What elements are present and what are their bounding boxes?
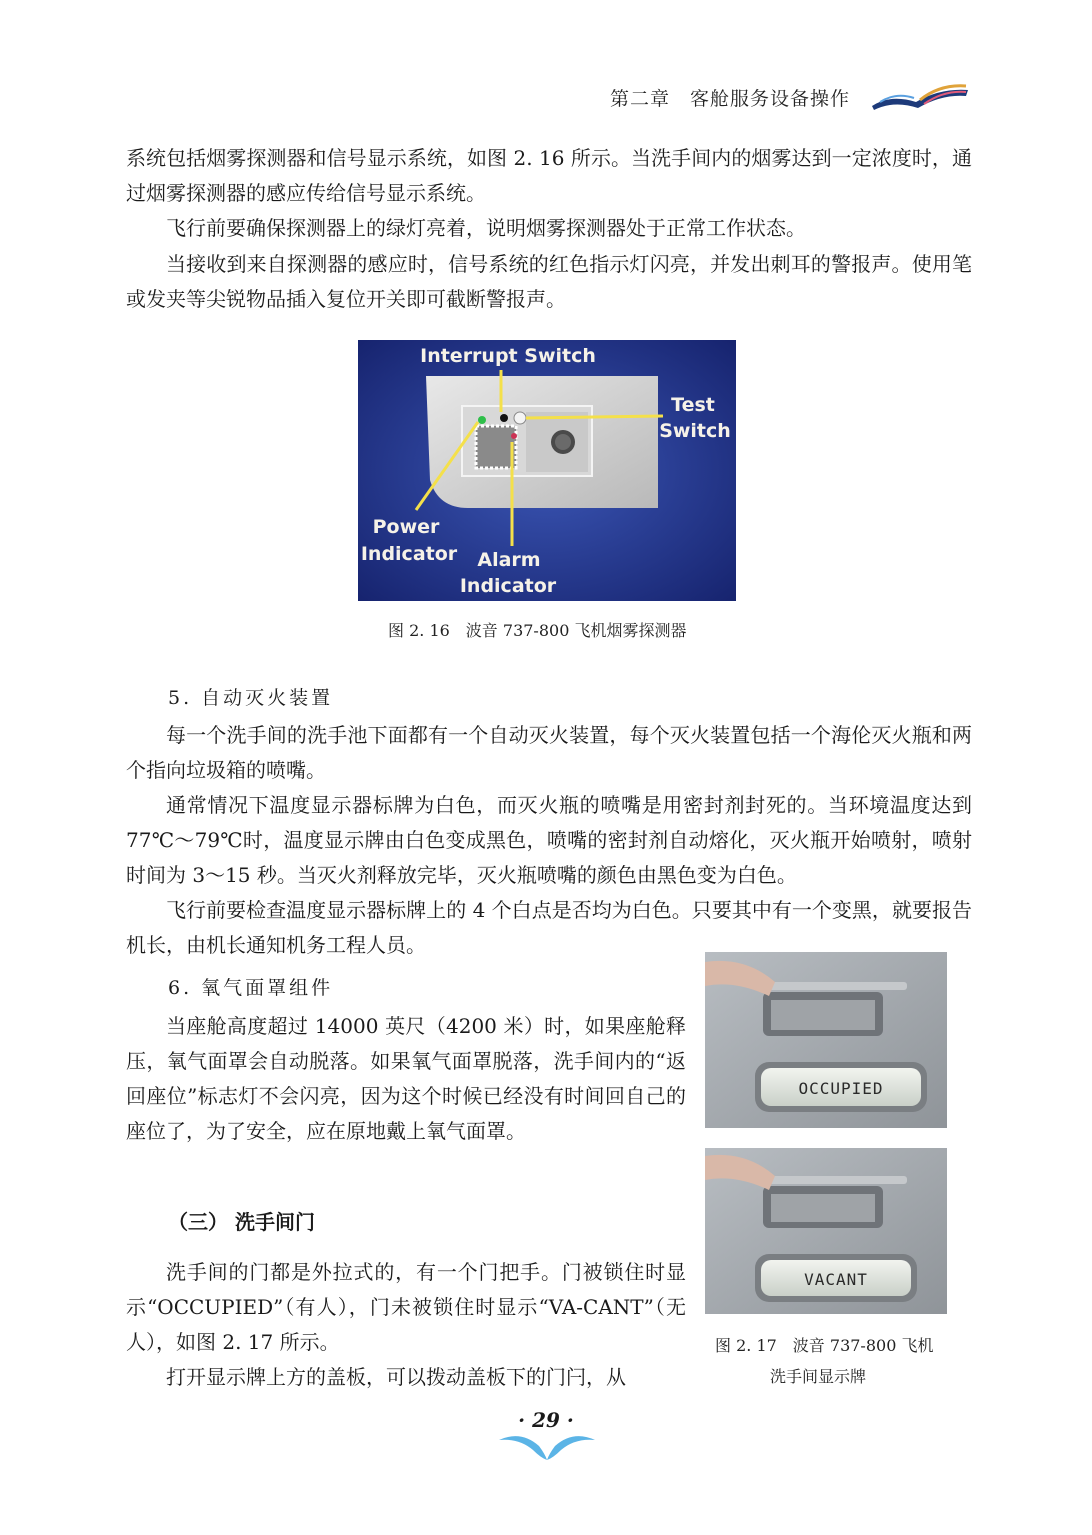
smoke-detector-image	[358, 340, 736, 601]
label-test: Test	[671, 394, 715, 416]
label-power-indicator: Indicator	[360, 543, 458, 565]
label-alarm: Alarm	[477, 549, 541, 571]
interrupt-switch	[500, 414, 508, 422]
lavatory-sign-figure	[705, 952, 947, 1318]
lavatory-sign-photos	[705, 952, 947, 1314]
page-header	[600, 80, 980, 114]
power-indicator-light	[478, 416, 486, 424]
alarm-indicator-box	[476, 426, 516, 468]
section-5-heading: 5. 自动灭火装置	[168, 687, 334, 709]
paragraph-4: 每一个洗手间的洗手池下面都有一个自动灭火装置，每个灭火装置包括一个海伦灭火瓶和两个指向垃圾箱的喷嘴。	[126, 723, 972, 782]
figure-2-17-caption-line1: 图 2. 17 波音 737-800 飞机	[715, 1336, 934, 1355]
paragraph-1: 系统包括烟雾探测器和信号显示系统，如图 2. 16 所示。当洗手间内的烟雾达到一定浓度时，通过烟雾探测器的感应传给信号显示系统。	[126, 146, 972, 205]
wave-ornament-icon	[495, 1432, 599, 1462]
paragraph-2: 飞行前要确保探测器上的绿灯亮着，说明烟雾探测器处于正常工作状态。	[166, 216, 806, 240]
occupied-sign-text: OCCUPIED	[798, 1079, 884, 1098]
occupied-photo	[705, 952, 947, 1128]
label-alarm-indicator: Indicator	[459, 575, 557, 597]
open-book-icon	[870, 80, 970, 112]
paragraph-9: 打开显示牌上方的盖板，可以拨动盖板下的门闩，从	[166, 1365, 626, 1389]
smoke-detector-figure	[358, 340, 736, 605]
test-switch	[514, 412, 526, 424]
section-3-heading: （三） 洗手间门	[168, 1210, 315, 1234]
label-switch: Switch	[659, 420, 731, 442]
paragraph-3: 当接收到来自探测器的感应时，信号系统的红色指示灯闪亮，并发出刺耳的警报声。使用笔或发夹等尖锐物品插入复位开关即可截断警报声。	[126, 252, 972, 311]
vacant-sign-text: VACANT	[804, 1270, 868, 1289]
section-6-heading: 6. 氧气面罩组件	[168, 977, 334, 999]
figure-2-16-caption: 图 2. 16 波音 737-800 飞机烟雾探测器	[388, 621, 687, 640]
paragraph-6: 飞行前要检查温度显示器标牌上的 4 个白点是否均为白色。只要其中有一个变黑，就要报告机长，由机长通知机务工程人员。	[126, 898, 972, 957]
label-interrupt-switch: Interrupt Switch	[420, 345, 596, 367]
figure-2-17-caption-line2: 洗手间显示牌	[770, 1367, 867, 1386]
label-power: Power	[372, 516, 440, 538]
paragraph-7: 当座舱高度超过 14000 英尺（4200 米）时，如果座舱释压，氧气面罩会自动脱落。如果氧气面罩脱落，洗手间内的“返回座位”标志灯不会闪亮，因为这个时候已经没有时间回自己的座位了，为了安全，应在原地戴上氧气面罩。	[126, 1014, 686, 1143]
paragraph-8: 洗手间的门都是外拉式的，有一个门把手。门被锁住时显示“OCCUPIED”（有人），门未被锁住时显示“VA-CANT”（无人），如图 2. 17 所示。	[126, 1260, 686, 1354]
paragraph-5: 通常情况下温度显示器标牌为白色，而灭火瓶的喷嘴是用密封剂封死的。当环境温度达到 77℃～79℃时，温度显示牌由白色变成黑色，喷嘴的密封剂自动熔化，灭火瓶开始喷射，喷射时间为 3～15 秒。当灭火剂释放完毕，灭火瓶喷嘴的颜色由黑色变为白色。	[126, 793, 972, 887]
page-number: · 29 ·	[518, 1408, 574, 1432]
vacant-photo	[705, 1148, 947, 1314]
chapter-title: 第二章 客舱服务设备操作	[610, 88, 851, 110]
